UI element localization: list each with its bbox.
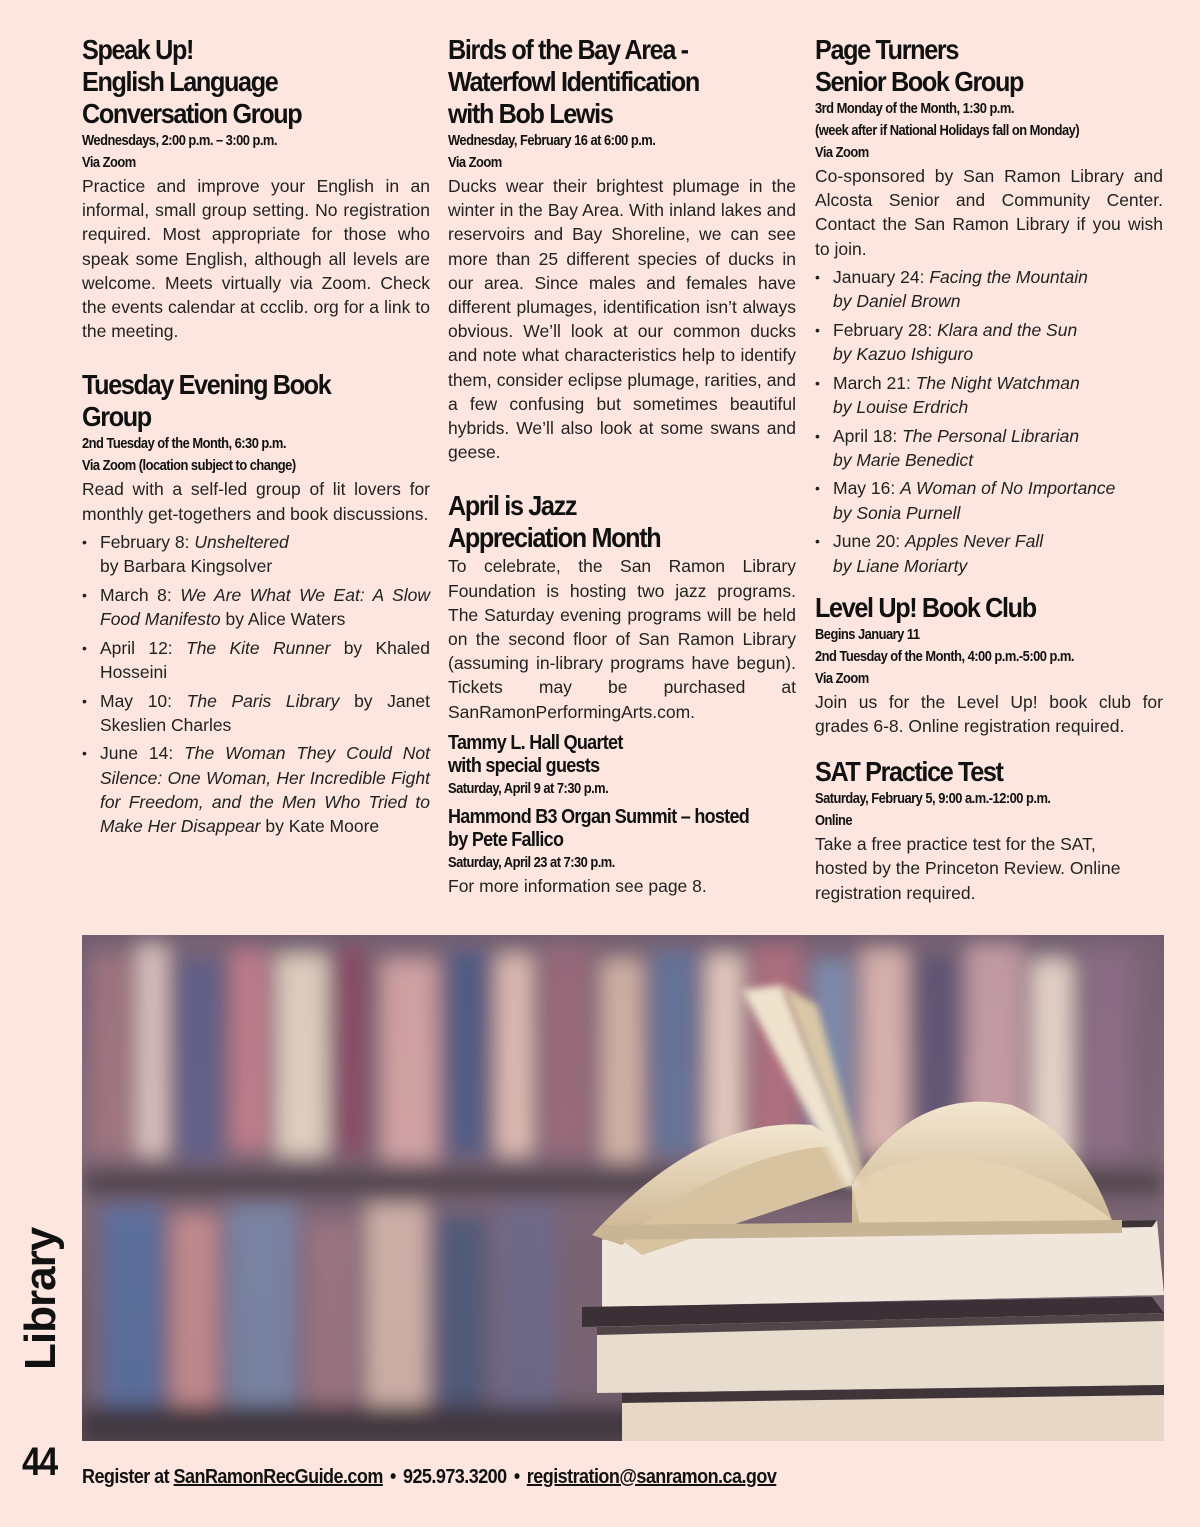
page-turners-schedule-note: (week after if National Holidays fall on Monday) [815, 122, 1080, 139]
level-up-section [815, 592, 1163, 738]
page-turners-section [815, 34, 1163, 578]
speak-up-body: Practice and improve your English in an informal, small group setting. No registration required. Most appropriate for those who speak some English, although all levels are welcome. Meets virtually via Zoom. Check the events calendar at ccclib. org for a link to the meeting. [82, 176, 430, 342]
birds-location: Via Zoom [448, 154, 502, 171]
footer-email-link[interactable]: registration@sanramon.ca.gov [526, 1466, 777, 1488]
tuesday-book-location: Via Zoom (location subject to change) [82, 457, 296, 475]
column-1 [82, 34, 430, 864]
footer-site-link[interactable]: SanRamonRecGuide.com [173, 1466, 383, 1488]
jazz-event-1-title: Tammy L. Hall Quartet with special guests [448, 731, 623, 777]
speak-up-schedule: Wednesdays, 2:00 p.m. – 3:00 p.m. [82, 132, 277, 149]
jazz-body: To celebrate, the San Ramon Library Foundation is hosting two jazz programs. The Saturday evening programs will be held on the second floor of San Ramon Library (assuming in-library programs have begun). Tickets may be purchased at SanRamonPerformingArts.com. [448, 556, 796, 722]
birds-schedule: Wednesday, February 16 at 6:00 p.m. [448, 132, 656, 149]
jazz-more-info: For more information see page 8. [448, 875, 707, 896]
books-photo [82, 935, 1164, 1441]
speak-up-title: Speak Up! English Language Conversation Group [82, 34, 302, 129]
page-turners-title: Page Turners Senior Book Group [815, 34, 1024, 97]
page-turners-list [815, 265, 1163, 578]
page-turners-location: Via Zoom [815, 144, 869, 161]
page-turners-body: Co-sponsored by San Ramon Library and Alcosta Senior and Community Center. Contact the San Ramon Library if you wish to join. [815, 166, 1163, 259]
list-item: • June 20: Apples Never Fall by Liane Moriarty [815, 529, 1163, 577]
sat-body: Take a free practice test for the SAT, hosted by the Princeton Review. Online registration required. [815, 834, 1121, 903]
level-up-title: Level Up! Book Club [815, 591, 1036, 623]
jazz-event-1-schedule: Saturday, April 9 at 7:30 p.m. [448, 779, 609, 797]
column-2 [448, 34, 796, 924]
footer-register-prefix: Register at [82, 1466, 174, 1488]
level-up-location: Via Zoom [815, 669, 869, 687]
tuesday-book-list [82, 530, 430, 838]
page-number: 44 [22, 1440, 57, 1484]
section-label: Library [16, 1227, 65, 1370]
list-item: • May 16: A Woman of No Importance by Sonia Purnell [815, 476, 1163, 524]
list-item: • March 21: The Night Watchman by Louise Erdrich [815, 371, 1163, 419]
footer [82, 1466, 776, 1489]
tuesday-book-section [82, 369, 430, 838]
level-up-begins: Begins January 11 [815, 625, 920, 643]
level-up-schedule: 2nd Tuesday of the Month, 4:00 p.m.-5:00 p.m. [815, 647, 1074, 665]
list-item: • March 8: We Are What We Eat: A Slow Food Manifesto by Alice Waters [82, 583, 430, 631]
list-item: • February 8: Unsheltered by Barbara Kingsolver [82, 530, 430, 578]
sat-schedule: Saturday, February 5, 9:00 a.m.-12:00 p.m. [815, 790, 1051, 808]
list-item: • June 14: The Woman They Could Not Silence: One Woman, Her Incredible Fight for Freedom, and the Men Who Tried to Make Her Disappear by Kate Moore [82, 741, 430, 838]
footer-phone: 925.973.3200 [402, 1466, 507, 1488]
tuesday-book-title: Tuesday Evening Book Group [82, 369, 331, 433]
speak-up-section [82, 34, 430, 343]
birds-title: Birds of the Bay Area - Waterfowl Identification with Bob Lewis [448, 34, 699, 129]
page-turners-schedule: 3rd Monday of the Month, 1:30 p.m. [815, 100, 1014, 117]
jazz-title: April is Jazz Appreciation Month [448, 490, 661, 554]
birds-section [448, 34, 796, 464]
list-item: • April 18: The Personal Librarian by Marie Benedict [815, 424, 1163, 472]
footer-separator: • [513, 1466, 520, 1488]
sat-title: SAT Practice Test [815, 756, 1003, 788]
jazz-event-2-title: Hammond B3 Organ Summit – hosted by Pete Fallico [448, 805, 750, 851]
list-item: • April 12: The Kite Runner by Khaled Hosseini [82, 636, 430, 684]
jazz-event-2-schedule: Saturday, April 23 at 7:30 p.m. [448, 853, 615, 871]
jazz-section [448, 490, 796, 898]
birds-body: Ducks wear their brightest plumage in the winter in the Bay Area. With inland lakes and reservoirs and Bay Shoreline, we can see more than 25 different species of ducks in our area. Since males and females have different plumages, identification isn’t always obvious. We’ll look at our common ducks and note what characteristics help to identify them, consider eclipse plumage, rarities, and a few confusing but sometimes beautiful hybrids. We’ll also look at some swans and geese. [448, 176, 796, 463]
speak-up-location: Via Zoom [82, 154, 136, 171]
books-photo-illustration [82, 935, 1164, 1441]
level-up-body: Join us for the Level Up! book club for grades 6-8. Online registration required. [815, 691, 1163, 736]
list-item: • February 28: Klara and the Sun by Kazuo Ishiguro [815, 318, 1163, 366]
footer-separator: • [390, 1466, 396, 1488]
tuesday-book-body: Read with a self-led group of lit lovers for monthly get-togethers and book discussions. [82, 479, 430, 524]
sat-location: Online [815, 812, 853, 830]
sat-section [815, 756, 1163, 905]
list-item: • January 24: Facing the Mountain by Daniel Brown [815, 265, 1163, 313]
list-item: • May 10: The Paris Library by Janet Skeslien Charles [82, 689, 430, 737]
tuesday-book-schedule: 2nd Tuesday of the Month, 6:30 p.m. [82, 435, 286, 453]
column-3 [815, 34, 1163, 931]
